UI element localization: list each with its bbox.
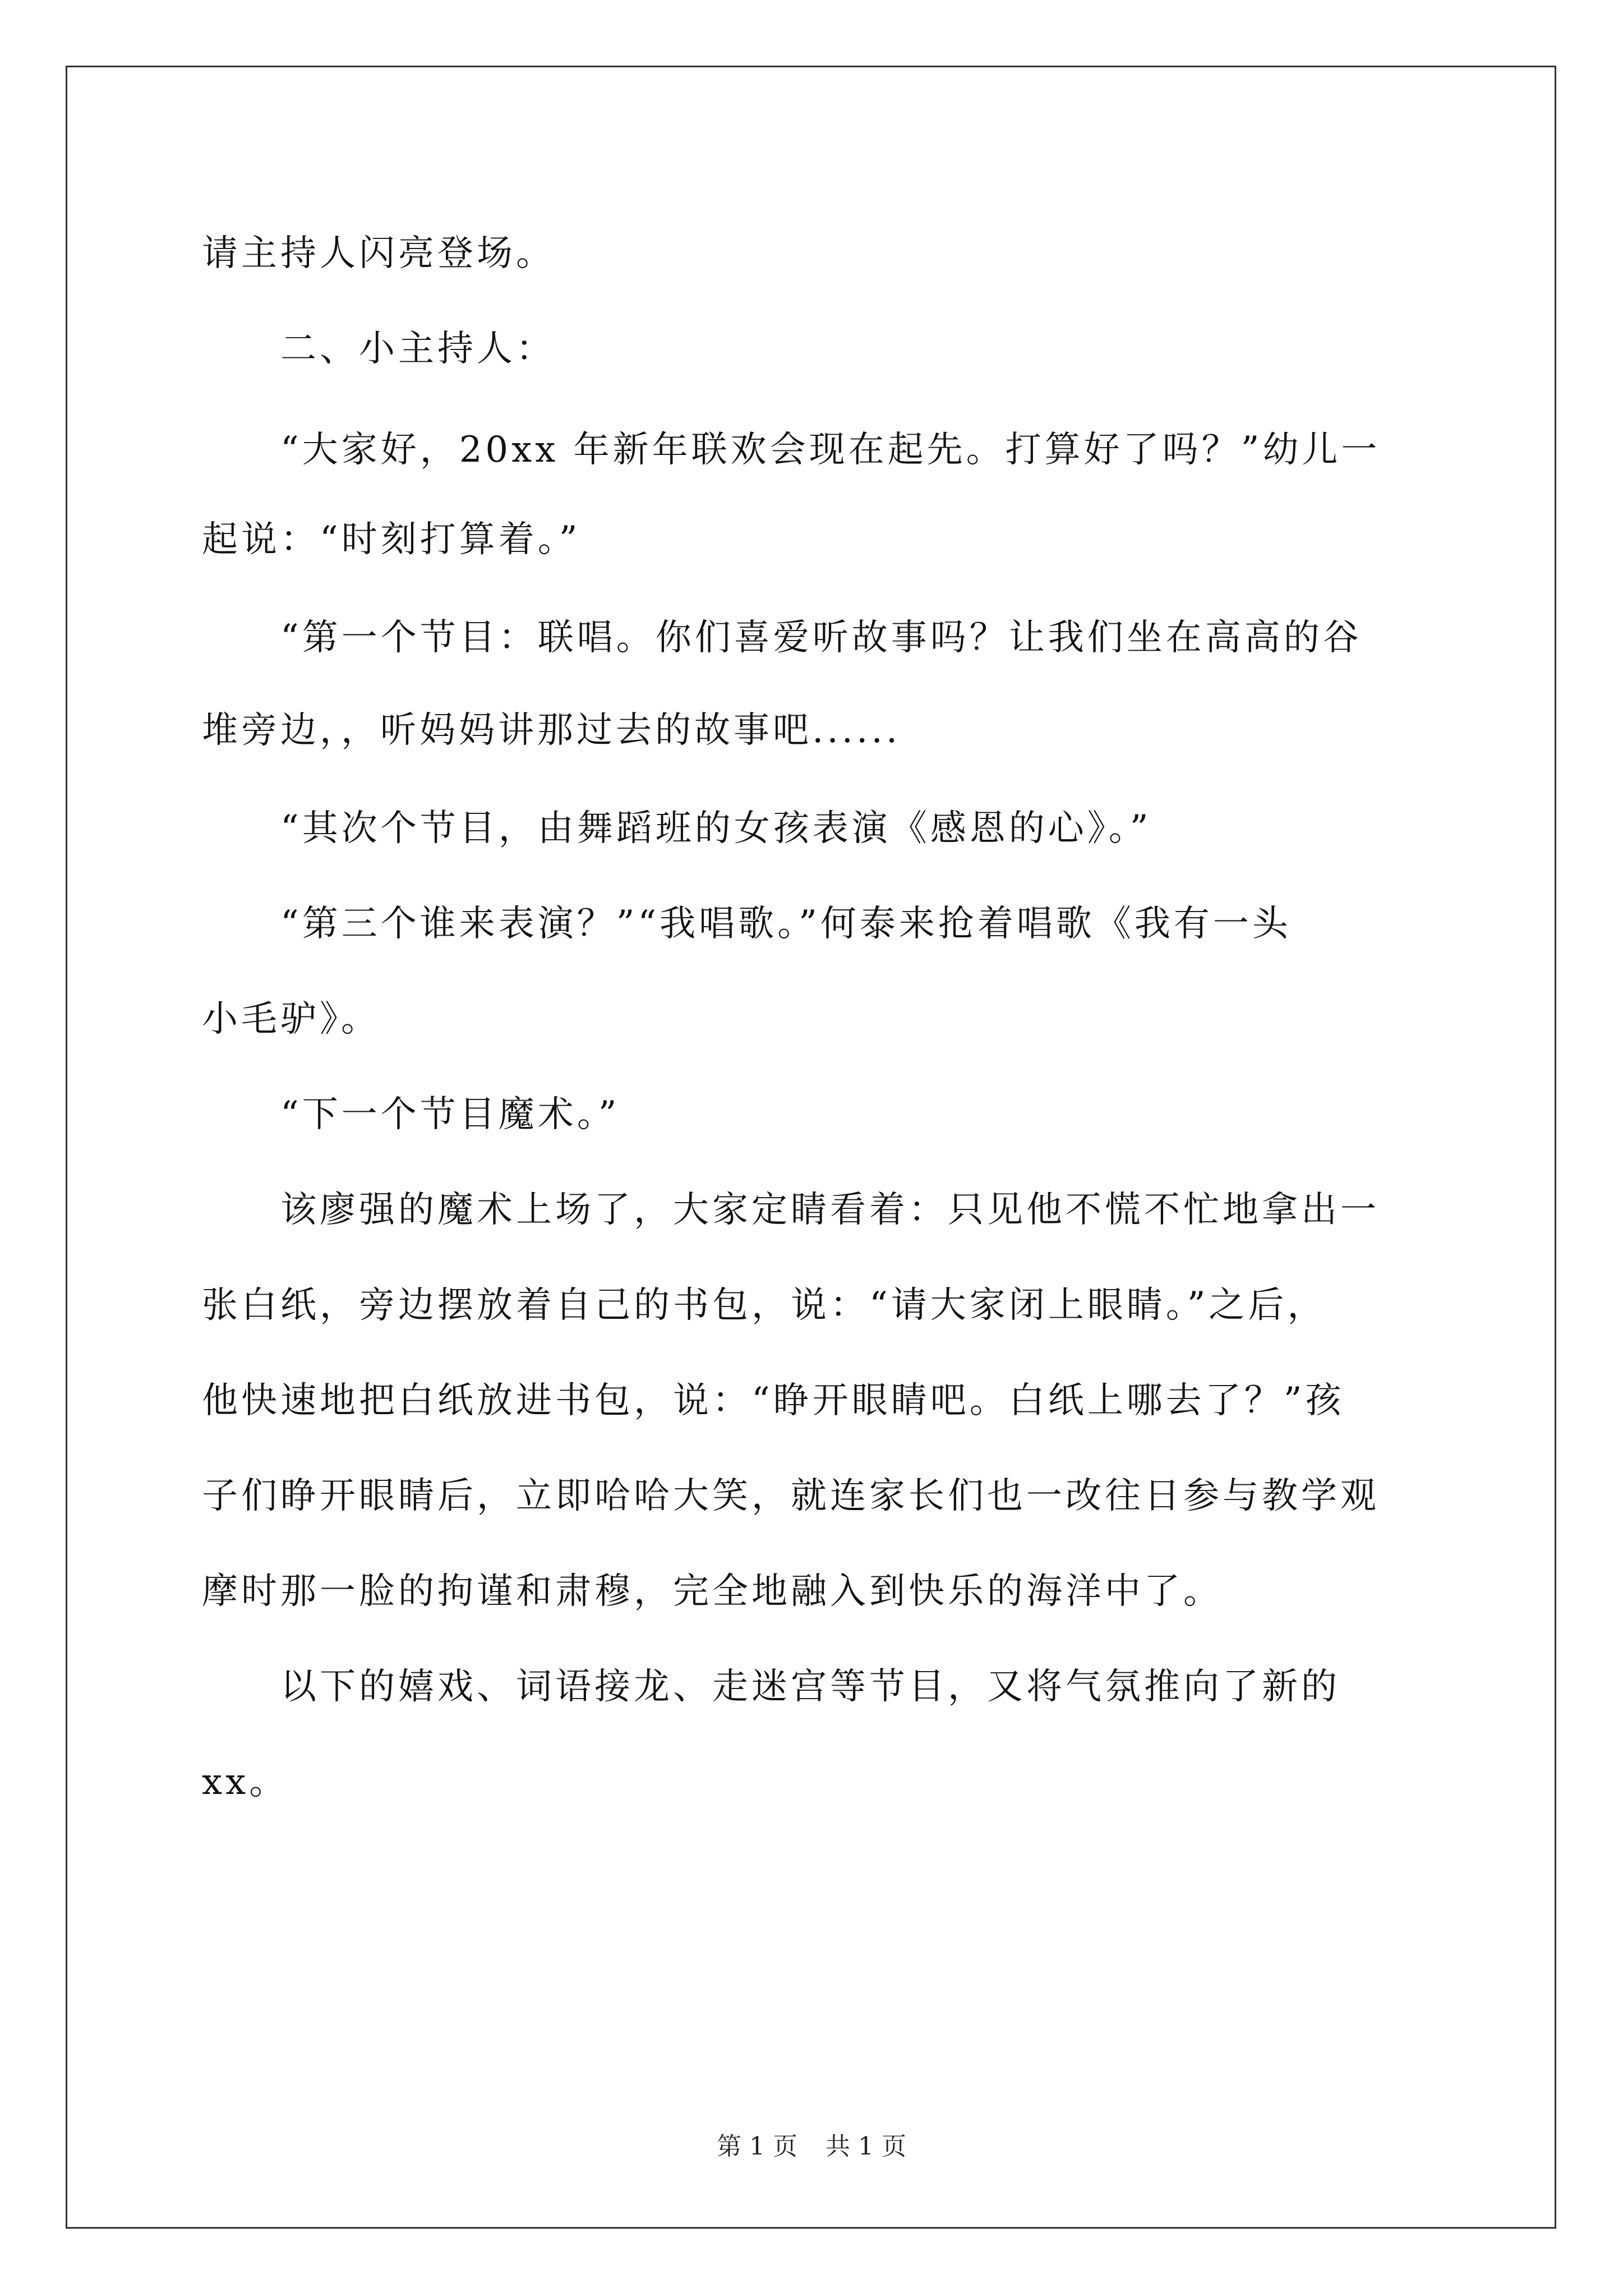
text-line: 子们睁开眼睛后，立即哈哈大笑，就连家长们也一改往日参与教学观 (202, 1475, 1380, 1517)
text-line: 摩时那一脸的拘谨和肃穆，完全地融入到快乐的海洋中了。 (202, 1571, 1223, 1612)
text-line: xx。 (202, 1761, 289, 1803)
text-line: “其次个节目，由舞蹈班的女孩表演《感恩的心》。” (280, 808, 1152, 849)
text-line: “第三个谁来表演？”“我唱歌。”何泰来抢着唱歌《我有一头 (280, 903, 1292, 945)
page-number: 第 1 页 (717, 2132, 797, 2161)
text-line: 堆旁边，，听妈妈讲那过去的故事吧...... (202, 710, 901, 751)
text-line: 二、小主持人： (280, 328, 555, 370)
text-line: “第一个节目：联唱。你们喜爱听故事吗？让我们坐在高高的谷 (280, 617, 1362, 659)
text-line: “下一个节目魔术。” (280, 1094, 620, 1135)
text-line: 小毛驴》。 (202, 999, 380, 1040)
page-border (66, 66, 1556, 2229)
text-line: 该廖强的魔术上场了，大家定睛看着：只见他不慌不忙地拿出一 (280, 1189, 1380, 1231)
text-line: 起说：“时刻打算着。” (202, 519, 581, 560)
text-line: “大家好，20xx 年新年联欢会现在起先。打算好了吗？”幼儿一 (280, 429, 1381, 471)
page-footer (0, 2126, 1623, 2162)
page-total: 共 1 页 (826, 2132, 906, 2161)
text-line: 以下的嬉戏、词语接龙、走迷宫等节目，又将气氛推向了新的 (280, 1666, 1340, 1708)
text-line: 他快速地把白纸放进书包，说：“睁开眼睛吧。白纸上哪去了？”孩 (202, 1380, 1345, 1421)
text-line: 请主持人闪亮登场。 (202, 233, 555, 274)
text-line: 张白纸，旁边摆放着自己的书包，说：“请大家闭上眼睛。”之后， (202, 1285, 1327, 1326)
